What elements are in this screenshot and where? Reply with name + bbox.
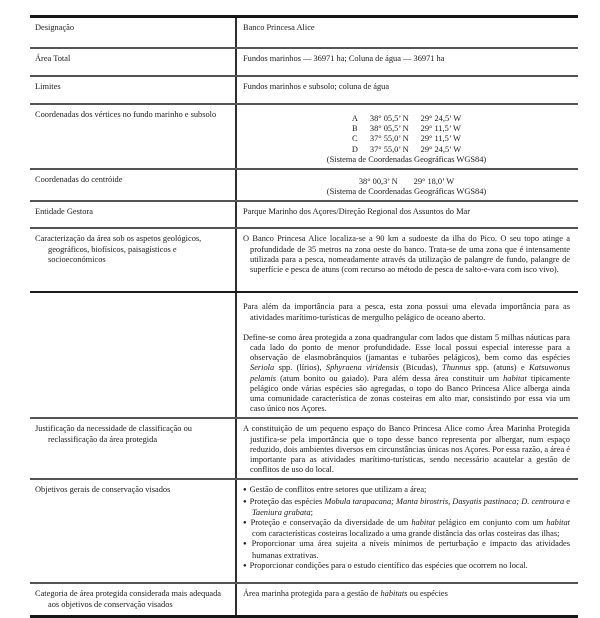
label-text: Coordenadas do centróide <box>35 175 123 185</box>
objective-item: ● Proporcionar uma área sujeita a níveis mínimos de perturbação e impacto das atividades humanas extrativas. <box>243 539 570 560</box>
vertex-id: B <box>352 124 358 134</box>
row-justificacao <box>30 417 578 478</box>
vertex-coordinates <box>352 114 461 155</box>
protected-area-table <box>30 15 578 618</box>
row-objetivos <box>30 478 578 582</box>
row-label <box>30 170 237 200</box>
row-limites <box>30 75 578 103</box>
row-value <box>237 480 578 582</box>
value-text: Fundos marinhos e subsolo; coluna de água <box>243 82 390 91</box>
value-text: Fundos marinhos — 36971 ha; Coluna de água — 36971 ha <box>243 54 445 63</box>
vertex-lat: 37° 55,0’ N <box>369 144 409 154</box>
row-value <box>237 105 578 168</box>
row-entidade-gestora <box>30 200 578 227</box>
row-label <box>30 77 237 103</box>
label-text: Limites <box>35 82 61 91</box>
label-text: Categoria de área protegida considerada mais adequada aos objetivos de conservação visados <box>35 589 222 609</box>
row-categoria <box>30 582 578 615</box>
row-coordenadas-centroide <box>30 168 578 200</box>
row-label <box>30 49 237 75</box>
coordinate-system-note: (Sistema de Coordenadas Geográficas WGS84) <box>326 187 487 197</box>
row-label <box>30 584 237 615</box>
row-caracterizacao <box>30 227 578 291</box>
label-text: Coordenadas dos vértices no fundo marinho e subsolo <box>35 110 217 119</box>
label-text: Objetivos gerais de conservação visados <box>35 485 171 495</box>
centroid-coordinates <box>359 177 454 187</box>
row-value <box>237 77 578 103</box>
vertex-id: D <box>351 144 358 154</box>
vertex-lat: 38° 05,5’ N <box>369 124 409 134</box>
row-caracterizacao-continuacao <box>30 291 578 417</box>
centroid-lat: 38° 00,3’ N <box>358 177 398 187</box>
row-label <box>30 105 237 168</box>
row-value <box>237 170 578 200</box>
objective-item: ● Gestão de conflitos entre setores que utilizam a área; <box>243 485 570 496</box>
value-text: Banco Princesa Alice <box>243 23 315 32</box>
label-text: Designação <box>35 23 75 32</box>
vertex-id: C <box>352 134 358 144</box>
value-text: A constituição de um pequeno espaço do Banco Princesa Alice como Área Marinha Protegida justifica-se pela importância que o topo desse banco representa por albergar, num espaço reduzido, dois ambientes diversos em circunstâncias únicas nos Açores. Por essa razão, a área é importante para as atividades marítimo-turísticas, sendo necessário acautelar a gestão de conflitos de uso do local. <box>243 424 570 475</box>
vertex-lat: 37° 55,0’ N <box>369 134 409 144</box>
row-value <box>237 49 578 75</box>
value-text: Área marinha protegida para a gestão de habitats ou espécies <box>243 589 448 599</box>
row-value <box>237 229 578 291</box>
objective-item: ● Proteção e conservação da diversidade de um habitat pelágico em conjunto com um habitat com características costeiras localizado a uma grande distância das orlas costeiras das ilhas; <box>243 518 570 539</box>
vertex-lon: 29° 11,5’ W <box>420 124 461 134</box>
row-label <box>30 229 237 291</box>
row-coordenadas-vertices <box>30 103 578 168</box>
row-value <box>237 293 578 417</box>
label-text: Entidade Gestora <box>35 207 93 217</box>
row-label <box>30 202 237 227</box>
row-value <box>237 584 578 615</box>
centroid-lon: 29° 18,0’ W <box>413 177 455 187</box>
vertex-lat: 38° 05,5’ N <box>369 114 409 123</box>
vertex-lon: 29° 24,5’ W <box>420 144 462 154</box>
row-label-empty <box>30 293 237 417</box>
value-paragraph: Para além da importância para a pesca, esta zona possui uma elevada importância para as atividades marítimo-turísticas de mergulho pelágico de oceano aberto. <box>243 302 570 322</box>
vertex-id: A <box>351 114 358 123</box>
row-value <box>237 202 578 227</box>
row-value <box>237 419 578 478</box>
value-text: O Banco Princesa Alice localiza-se a 90 km a sudoeste da ilha do Pico. O seu topo atinge a profundidade de 35 metros na zona oeste do banco. Trata-se de uma zona que é intensamente utilizada para a pesca, nomeadamente através da utilização de palangre de fundo, palangre de superfície e pesca de atuns (com recurso ao método de pesca de salto-e-vara com isco vivo). <box>243 234 570 275</box>
coordinate-system-note: (Sistema de Coordenadas Geográficas WGS84) <box>326 154 487 164</box>
row-value <box>237 18 578 47</box>
vertex-lon: 29° 24,5’ W <box>420 114 462 123</box>
row-label <box>30 18 237 47</box>
row-label <box>30 480 237 582</box>
value-text: Parque Marinho dos Açores/Direção Regional dos Assuntos do Mar <box>243 207 471 217</box>
row-designacao <box>30 18 578 47</box>
objective-item: ● Proteção das espécies Mobula tarapacana; Manta birostris, Dasyatis pastinaca; D. centroura e Taeniura grabata; <box>243 497 570 518</box>
label-text: Área Total <box>35 54 71 63</box>
vertex-lon: 29° 11,5’ W <box>420 134 461 144</box>
row-area-total <box>30 47 578 75</box>
label-text: Justificação da necessidade de classificação ou reclassificação da área protegida <box>35 424 192 444</box>
objective-item: ● Proporcionar condições para o estudo científico das espécies que ocorrem no local. <box>243 561 570 572</box>
row-label <box>30 419 237 478</box>
conservation-objectives-list <box>243 485 570 572</box>
label-text: Caracterização da área sob os aspetos geológicos, geográficos, biofísicos, paisagísticos e socioeconómicos <box>35 234 202 264</box>
value-paragraph: Define-se como área protegida a zona quadrangular com lados que distam 5 milhas náuticas para cada lado do ponto de menor profundidade. Esse local possui especial interesse para a observação de elasmobrânquios (jamantas e tubarões pelágicos), bem como das espécies Seriola spp. (lírios), Sphyraena viridensis (Bicudas), Thunnus spp. (atuns) e Katsuwonus pelamis (atum bonito ou gaiado). Para além dessa área constituir um habitat tipicamente pelágico onde várias espécies são agregadas, o topo do Banco Princesa Alice alberga ainda uma comunidade característica de zonas costeiras em alto mar, consistindo por essa via um caso único nos Açores. <box>243 332 570 414</box>
